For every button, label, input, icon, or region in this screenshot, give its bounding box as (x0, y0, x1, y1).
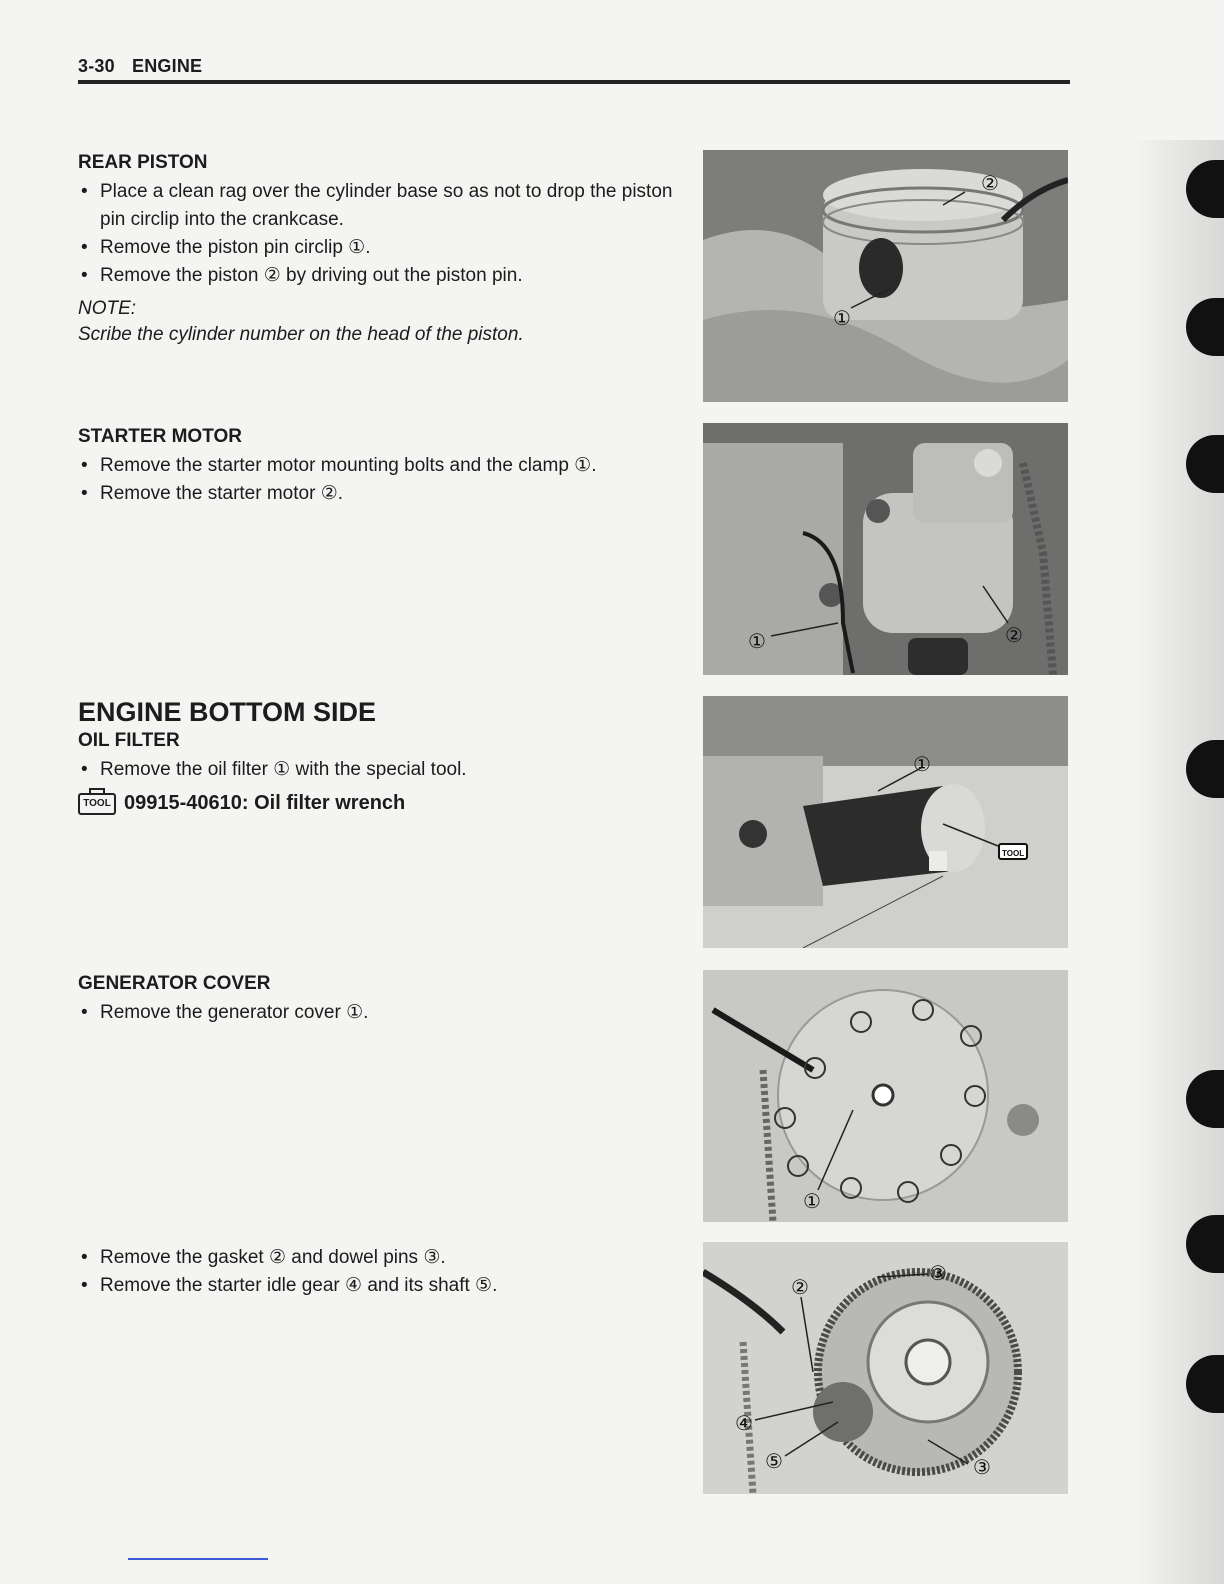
page-number: 3-30 (78, 56, 115, 76)
thumb-tab-3 (1186, 435, 1224, 493)
starter-callout-2: ② (1005, 625, 1023, 647)
starter-callout-1: ① (748, 631, 766, 653)
section-thumb-tabs (1135, 140, 1224, 1584)
piston-callout-2: ② (981, 173, 999, 195)
gear-callout-3-top: ③ (929, 1263, 947, 1285)
rear-piston-bullet-1: • Place a clean rag over the cylinder base so as not to drop the piston pin circlip into the crankcase. (78, 178, 688, 234)
header-rule (78, 80, 1070, 84)
gasket-bullet-1: • Remove the gasket ② and dowel pins ③. (78, 1244, 688, 1272)
oil-filter-callout-1: ① (913, 754, 931, 776)
tool-icon: TOOL (78, 793, 116, 815)
rear-piston-bullet-2: • Remove the piston pin circlip ①. (78, 234, 688, 262)
piston-callout-1: ① (833, 308, 851, 330)
chapter-title: ENGINE (132, 56, 203, 76)
gear-callout-2: ② (791, 1277, 809, 1299)
oil-filter-title: OIL FILTER (78, 730, 180, 751)
starter-motor-bullet-1: • Remove the starter motor mounting bolts and the clamp ①. (78, 452, 688, 480)
photo-tool-label: TOOL (1002, 849, 1025, 858)
idle-gear-photo (703, 1242, 1068, 1494)
note-label: NOTE: (78, 298, 137, 319)
thumb-tab-6 (1186, 1215, 1224, 1273)
gasket-bullet-2: • Remove the starter idle gear ④ and its shaft ⑤. (78, 1272, 688, 1300)
generator-cover-title: GENERATOR COVER (78, 973, 271, 994)
tool-spec-line (78, 792, 688, 815)
engine-bottom-title: ENGINE BOTTOM SIDE (78, 697, 377, 727)
starter-motor-bullet-2: • Remove the starter motor ②. (78, 480, 688, 508)
page-header (78, 56, 202, 77)
engine-bottom-section (78, 697, 688, 815)
oil-filter-photo (703, 696, 1068, 948)
footer-line (128, 1558, 268, 1560)
generator-callout-1: ① (803, 1191, 821, 1213)
rear-piston-section (78, 152, 688, 346)
starter-motor-title: STARTER MOTOR (78, 426, 242, 447)
gasket-section (78, 1244, 688, 1300)
rear-piston-title: REAR PISTON (78, 152, 208, 173)
generator-cover-bullet-1: • Remove the generator cover ①. (78, 999, 688, 1027)
oil-filter-bullet-1: • Remove the oil filter ① with the special tool. (78, 756, 688, 784)
generator-cover-photo (703, 970, 1068, 1222)
thumb-tab-4 (1186, 740, 1224, 798)
rear-piston-bullet-3: • Remove the piston ② by driving out the piston pin. (78, 262, 688, 290)
thumb-tab-1 (1186, 160, 1224, 218)
tool-spec: 09915-40610: Oil filter wrench (124, 792, 406, 814)
thumb-tab-7 (1186, 1355, 1224, 1413)
generator-cover-section (78, 973, 688, 1027)
starter-motor-section (78, 426, 688, 508)
starter-motor-photo (703, 423, 1068, 675)
piston-photo (703, 150, 1068, 402)
gear-callout-5: ⑤ (765, 1451, 783, 1473)
gear-callout-3-bottom: ③ (973, 1457, 991, 1479)
gear-callout-4: ④ (735, 1413, 753, 1435)
thumb-tab-2 (1186, 298, 1224, 356)
thumb-tab-5 (1186, 1070, 1224, 1128)
note-text: Scribe the cylinder number on the head of the piston. (78, 324, 524, 345)
